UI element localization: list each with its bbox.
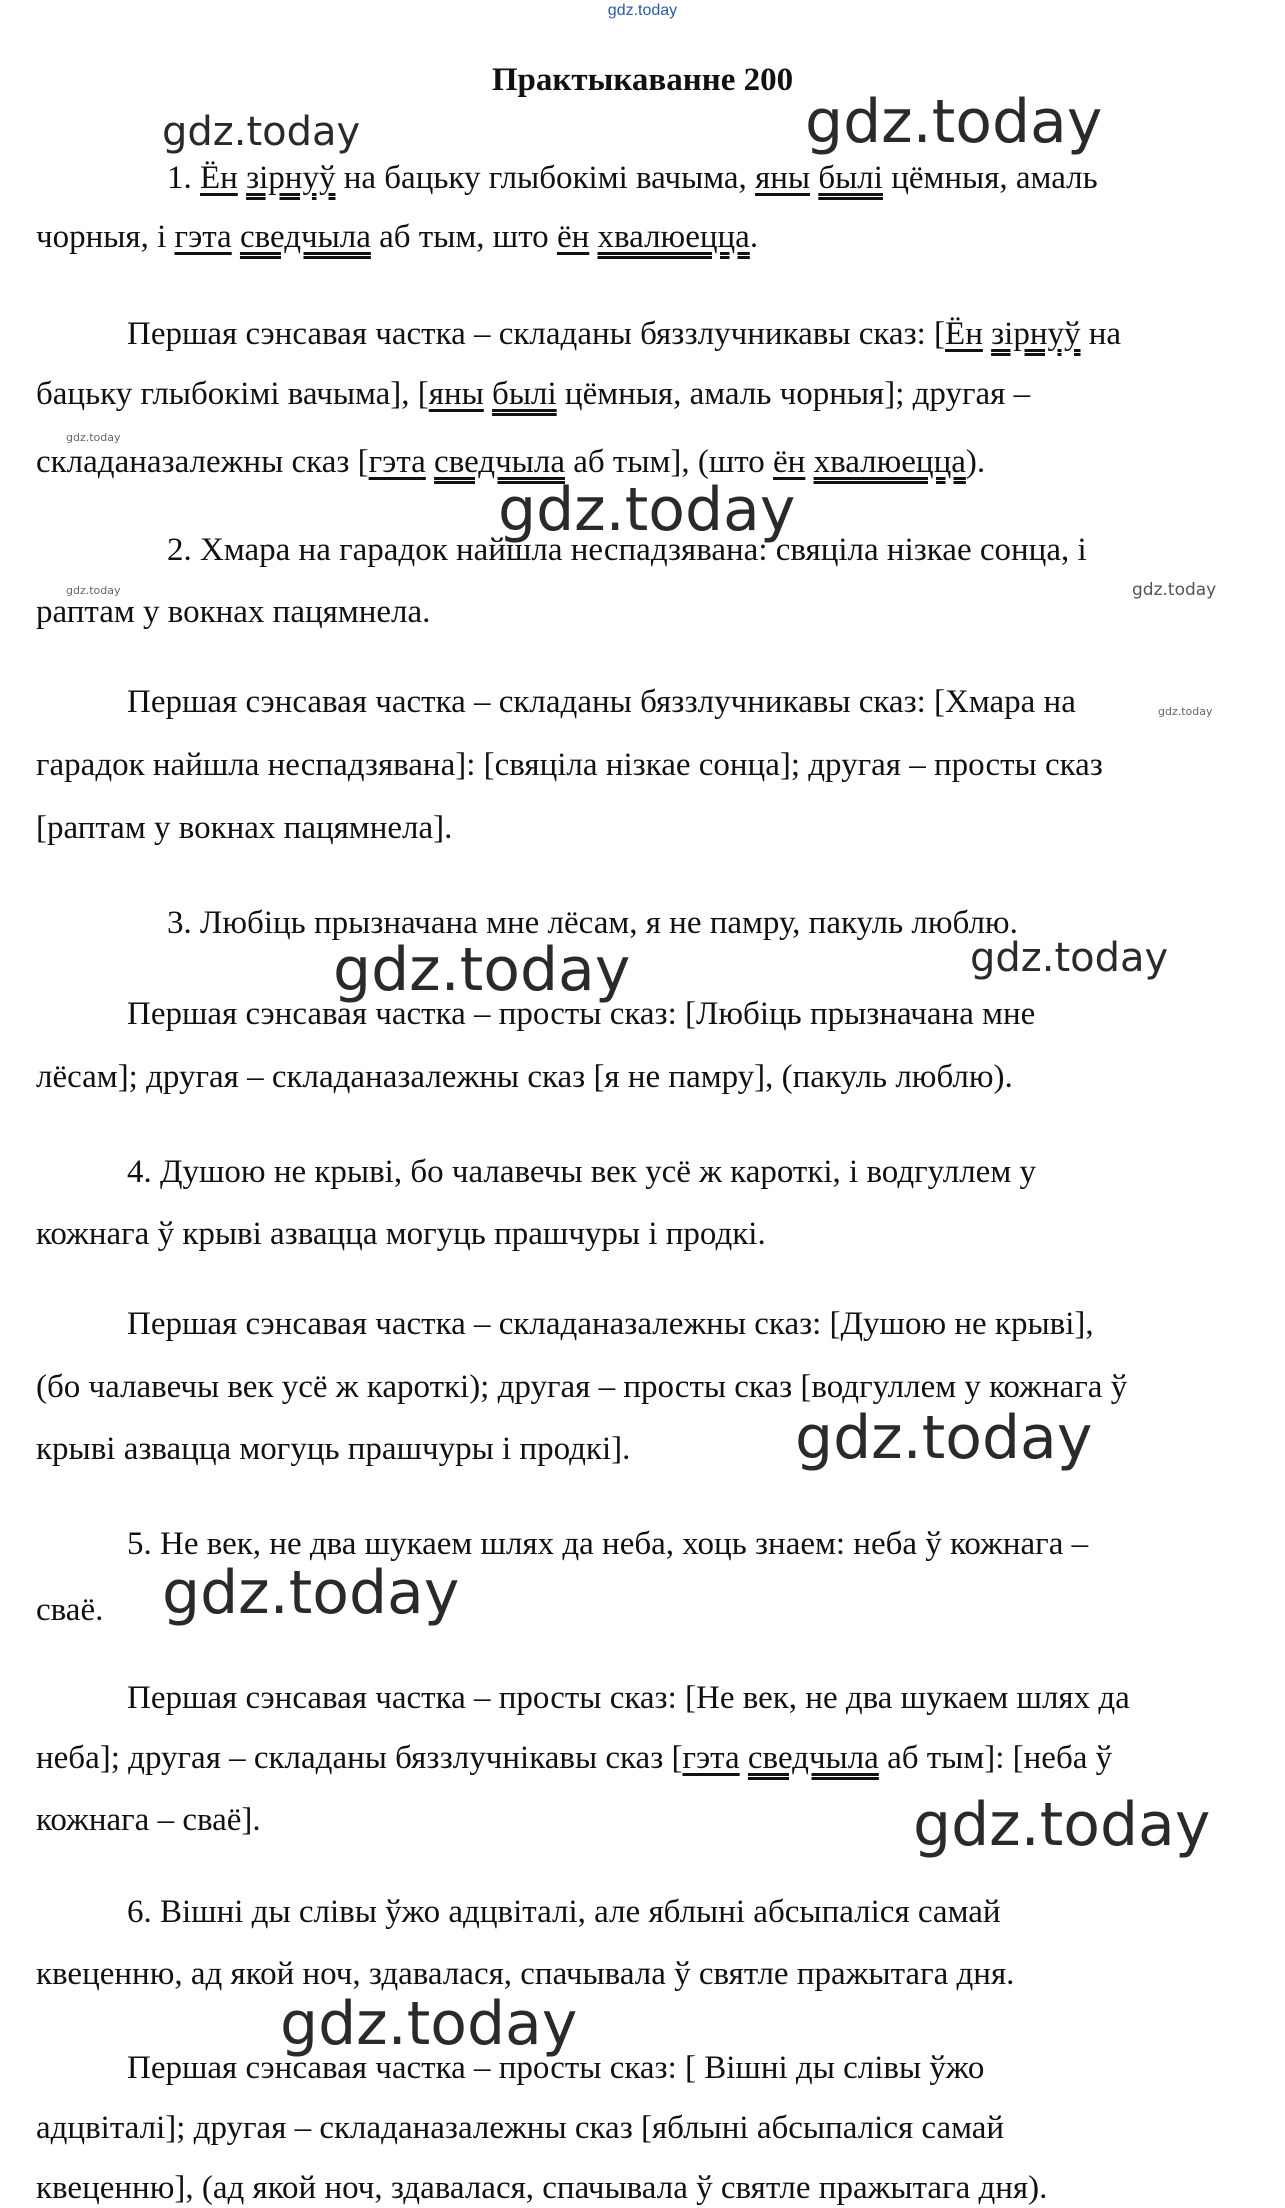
exercise-6-analysis-line-3: квеценню], (ад якой ноч, здавалася, спачывала ў святле пражытага дня). <box>36 2170 1048 2206</box>
exercise-4-analysis-line-3: крыві азвацца могуць прашчуры і продкі]. <box>36 1431 631 1467</box>
exercise-3-analysis-line-2: лёсам]; другая – складаназалежны сказ [я не памру], (пакуль люблю). <box>36 1059 1013 1095</box>
exercise-1-sentence-line-2: чорныя, і гэта сведчыла аб тым, што ён хвалюецца. <box>36 219 759 255</box>
watermark: gdz.today <box>66 431 121 444</box>
exercise-1-analysis-line-3: складаназалежны сказ [гэта сведчыла аб тым], (што ён хвалюецца). <box>36 444 986 480</box>
exercise-4-sentence-line-2: кожнага ў крыві азвацца могуць прашчуры і продкі. <box>36 1216 766 1252</box>
exercise-1-analysis-line-1: Першая сэнсавая частка – складаны бяззлучникавы сказ: [Ён зірнуў на <box>127 316 1122 352</box>
exercise-3-analysis-line-1: Першая сэнсавая частка – просты сказ: [Любіць прызначана мне <box>127 996 1036 1032</box>
exercise-2-sentence-line-1: 2. Хмара на гарадок найшла неспадзявана: свяціла нізкае сонца, і <box>167 532 1087 568</box>
site-mark: gdz.today <box>607 2 678 19</box>
exercise-1-analysis-line-2: бацьку глыбокімі вачыма], [яны былі цёмныя, амаль чорныя]; другая – <box>36 376 1031 412</box>
exercise-1-sentence-line-1: 1. Ён зірнуў на бацьку глыбокімі вачыма, яны былі цёмныя, амаль <box>167 160 1098 196</box>
watermark: gdz.today <box>162 109 361 155</box>
exercise-5-analysis-line-2: неба]; другая – складаны бяззлучнікавы сказ [гэта сведчыла аб тым]: [неба ў <box>36 1740 1113 1776</box>
exercise-2-sentence-line-2: раптам у вокнах пацямнела. <box>36 594 431 630</box>
exercise-6-sentence-line-2: квеценню, ад якой ноч, здавалася, спачывала ў святле пражытага дня. <box>36 1956 1015 1992</box>
exercise-2-analysis-line-1: Першая сэнсавая частка – складаны бяззлучникавы сказ: [Хмара на <box>127 684 1076 720</box>
watermark: gdz.today <box>913 1790 1211 1860</box>
exercise-5-analysis-line-1: Першая сэнсавая частка – просты сказ: [Не век, не два шукаем шлях да <box>127 1680 1130 1716</box>
watermark: gdz.today <box>970 935 1169 981</box>
watermark: gdz.today <box>498 475 796 545</box>
watermark: gdz.today <box>66 584 121 597</box>
exercise-5-sentence-line-2: сваё. <box>36 1592 104 1628</box>
watermark: gdz.today <box>333 935 631 1005</box>
watermark: gdz.today <box>1158 705 1213 718</box>
exercise-4-analysis-line-2: (бо чалавечы век усё ж кароткі); другая – просты сказ [водгуллем у кожнага ў <box>36 1369 1128 1405</box>
exercise-3-sentence-line-1: 3. Любіць прызначана мне лёсам, я не памру, пакуль люблю. <box>167 905 1018 941</box>
watermark: gdz.today <box>1132 580 1217 600</box>
exercise-6-sentence-line-1: 6. Вішні ды слівы ўжо адцвіталі, але яблыні абсыпаліся самай <box>127 1894 1001 1930</box>
exercise-4-analysis-line-1: Першая сэнсавая частка – складаназалежны сказ: [Душою не крыві], <box>127 1306 1094 1342</box>
exercise-4-sentence-line-1: 4. Душою не крыві, бо чалавечы век усё ж кароткі, і водгуллем у <box>127 1154 1036 1190</box>
watermark: gdz.today <box>805 87 1103 157</box>
exercise-2-analysis-line-2: гарадок найшла неспадзявана]: [свяціла нізкае сонца]; другая – просты сказ <box>36 747 1103 783</box>
exercise-2-analysis-line-3: [раптам у вокнах пацямнела]. <box>36 810 453 846</box>
exercise-5-analysis-line-3: кожнага – сваё]. <box>36 1802 261 1838</box>
watermark: gdz.today <box>162 1558 460 1628</box>
page-title: Практыкаванне 200 <box>491 62 794 98</box>
exercise-6-analysis-line-2: адцвіталі]; другая – складаназалежны сказ [яблыні абсыпаліся самай <box>36 2110 1005 2146</box>
watermark: gdz.today <box>280 1989 578 2059</box>
watermark: gdz.today <box>795 1403 1093 1473</box>
exercise-6-analysis-line-1: Першая сэнсавая частка – просты сказ: [ Вішні ды слівы ўжо <box>127 2050 985 2086</box>
exercise-5-sentence-line-1: 5. Не век, не два шукаем шлях да неба, хоць знаем: неба ў кожнага – <box>127 1526 1089 1562</box>
